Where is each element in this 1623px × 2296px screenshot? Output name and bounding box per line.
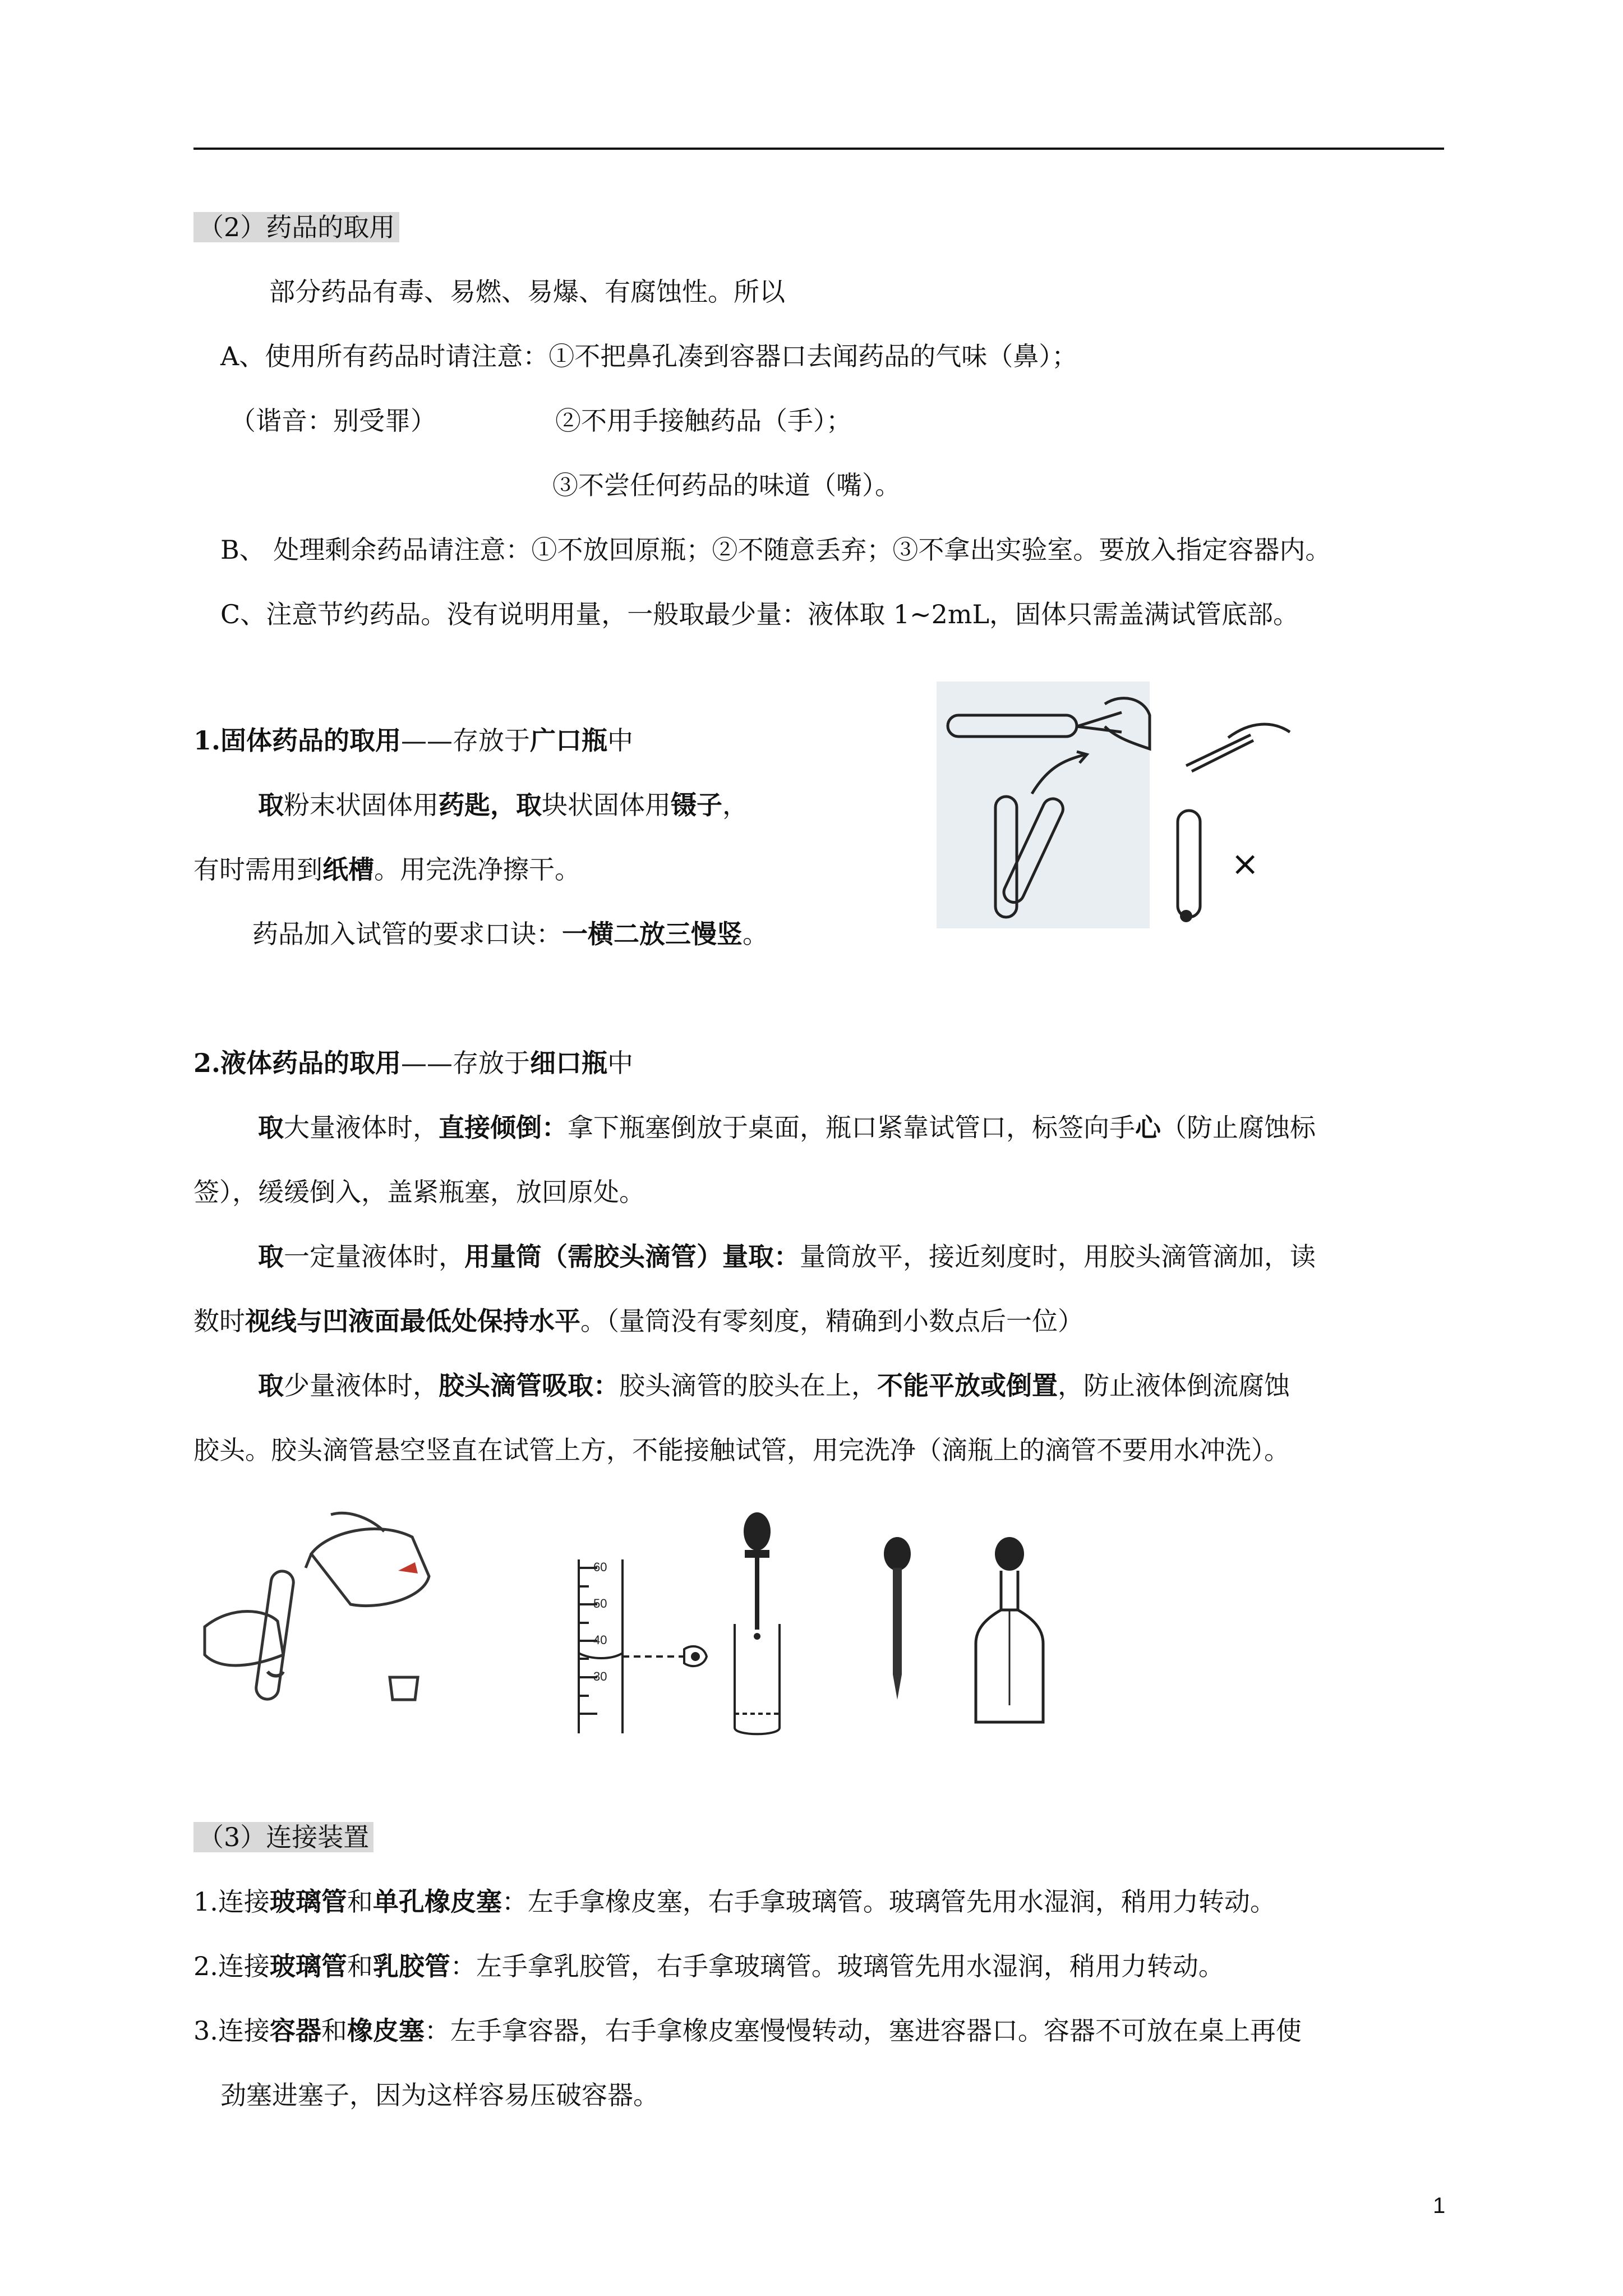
loose-dropper-bulb-icon — [884, 1537, 911, 1571]
falling-solid-icon — [1180, 910, 1192, 922]
bottle-neck — [1001, 1571, 1018, 1610]
bottle-mouth — [306, 1554, 311, 1568]
liquid-para-2: 签），缓缓倒入，盖紧瓶塞，放回原处。 — [193, 1177, 645, 1207]
cylinder-tick-60: 60 — [593, 1560, 607, 1574]
wrong-test-tube — [1178, 811, 1200, 917]
connect-item-3-cont: 劲塞进塞子，因为这样容易压破容器。 — [220, 2080, 659, 2110]
rule-a-mnemonic: （谐音：别受罪） — [230, 406, 436, 436]
solid-para-1: 取粉末状固体用药匙，取块状固体用镊子， — [258, 790, 748, 820]
bottle-stopper-icon — [390, 1677, 418, 1700]
solid-transfer-figure — [937, 682, 1310, 928]
intro-text: 部分药品有毒、易燃、易爆、有腐蚀性。所以 — [269, 277, 785, 307]
liquid-para-1: 取大量液体时，直接倾倒：拿下瓶塞倒放于桌面，瓶口紧靠试管口，标签向手心（防止腐蚀标 — [258, 1112, 1316, 1143]
cross-mark-icon: × — [1231, 844, 1260, 884]
cylinder-dropper-figure — [566, 1506, 819, 1736]
loose-dropper-tube — [893, 1568, 902, 1674]
loose-dropper-tip — [893, 1674, 902, 1700]
wrong-tweezers-icon — [1186, 735, 1253, 771]
header-rule — [193, 148, 1444, 150]
bottle-dropper-bulb-icon — [995, 1537, 1024, 1571]
liquid-para-4: 数时视线与凹液面最低处保持水平。（量筒没有零刻度，精确到小数点后一位） — [193, 1306, 1083, 1336]
solid-title: 1.固体药品的取用——存放于广口瓶中 — [193, 725, 634, 756]
rule-a-item-2: ②不用手接触药品（手）； — [555, 406, 852, 436]
solid-para-3: 药品加入试管的要求口诀：一横二放三慢竖。 — [252, 919, 768, 949]
page-number: 1 — [1433, 2193, 1446, 2218]
rule-b: B、 处理剩余药品请注意：①不放回原瓶；②不随意丢弃；③不拿出实验室。要放入指定容器内。 — [220, 535, 1331, 565]
solid-para-2: 有时需用到纸槽。用完洗净擦干。 — [193, 854, 580, 885]
cylinder-tick-30: 30 — [593, 1669, 607, 1683]
dropper-bulb-icon — [744, 1512, 771, 1550]
connect-item-3: 3.连接容器和橡皮塞：左手拿容器，右手拿橡皮塞慢慢转动，塞进容器口。容器不可放在桌上再使 — [193, 2016, 1302, 2046]
drop-icon — [754, 1633, 760, 1640]
liquid-para-6: 胶头。胶头滴管悬空竖直在试管上方，不能接触试管，用完洗净（滴瓶上的滴管不要用水冲洗）。 — [193, 1435, 1290, 1465]
receiving-test-tube — [735, 1624, 780, 1734]
liquid-in-tube — [268, 1672, 283, 1676]
liquid-para-5: 取少量液体时，胶头滴管吸取：胶头滴管的胶头在上，不能平放或倒置，防止液体倒流腐蚀 — [258, 1370, 1290, 1401]
dropper-collar — [745, 1550, 769, 1558]
section-heading-2: （2）药品的取用 — [193, 210, 399, 244]
cylinder-tick-50: 50 — [593, 1596, 607, 1611]
label-icon — [398, 1562, 418, 1573]
eye-pupil — [691, 1652, 700, 1661]
connect-item-2: 2.连接玻璃管和乳胶管：左手拿乳胶管，右手拿玻璃管。玻璃管先用水湿润，稍用力转动。 — [193, 1951, 1224, 1981]
liquid-para-3: 取一定量液体时，用量筒（需胶头滴管）量取：量筒放平，接近刻度时，用胶头滴管滴加，读 — [258, 1241, 1316, 1272]
section-heading-3: （3）连接装置 — [193, 1820, 374, 1854]
cylinder-tick-40: 40 — [593, 1633, 607, 1647]
left-hand-icon — [205, 1612, 283, 1665]
meniscus — [579, 1653, 623, 1658]
dropper-bottle-figure — [875, 1537, 1060, 1733]
rule-a: A、使用所有药品时请注意：①不把鼻孔凑到容器口去闻药品的气味（鼻）； — [220, 341, 1078, 371]
connect-item-1: 1.连接玻璃管和单孔橡皮塞：左手拿橡皮塞，右手拿玻璃管。玻璃管先用水湿润，稍用力转动。 — [193, 1887, 1276, 1917]
rule-c: C、注意节约药品。没有说明用量，一般取最少量：液体取 1~2mL，固体只需盖满试管底部。 — [220, 599, 1299, 629]
pour-test-tube — [255, 1570, 295, 1700]
pouring-figure — [199, 1509, 440, 1731]
liquid-title: 2.液体药品的取用——存放于细口瓶中 — [193, 1048, 634, 1078]
rule-a-item-3: ③不尝任何药品的味道（嘴）。 — [552, 470, 901, 500]
wrong-hand-icon — [1228, 724, 1290, 738]
